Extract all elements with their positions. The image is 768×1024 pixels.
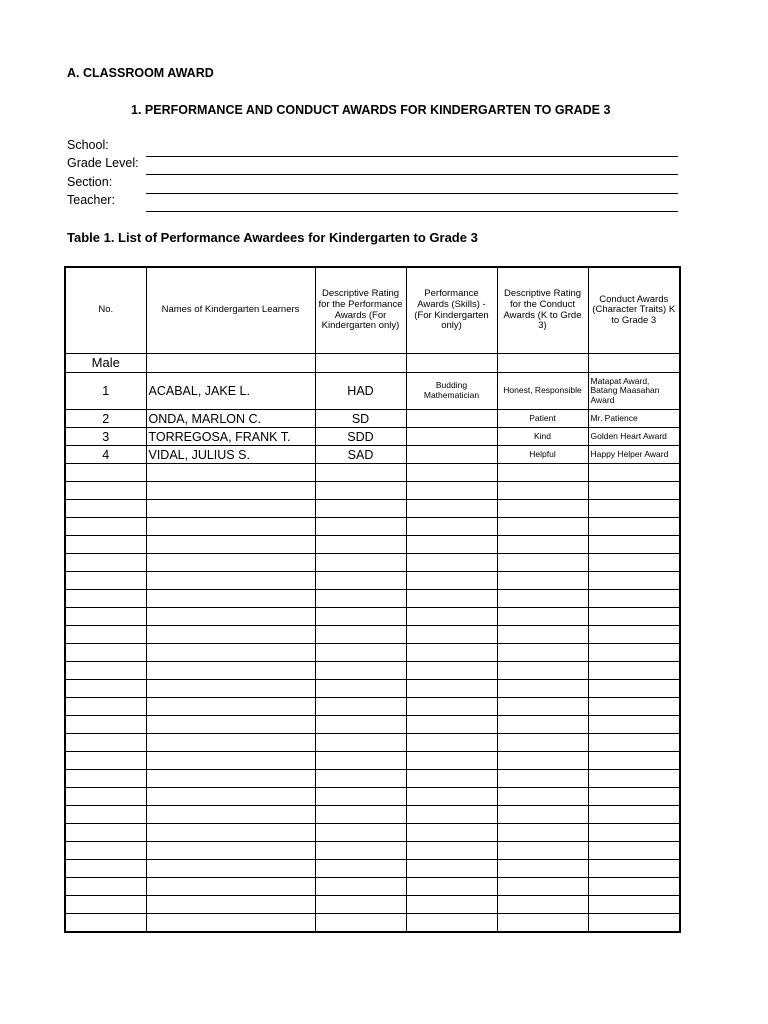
empty-cell[interactable]	[588, 608, 680, 626]
empty-cell[interactable]	[406, 698, 497, 716]
table-cell	[588, 354, 680, 373]
col-header-performance-awards: Performance Awards (Skills) - (For Kindergarten only)	[406, 267, 497, 354]
empty-cell[interactable]	[146, 680, 315, 698]
empty-table-row	[65, 662, 680, 680]
empty-cell[interactable]	[406, 878, 497, 896]
empty-cell[interactable]	[497, 770, 588, 788]
empty-cell[interactable]	[497, 788, 588, 806]
empty-cell[interactable]	[65, 878, 146, 896]
empty-table-row	[65, 860, 680, 878]
empty-cell[interactable]	[315, 536, 406, 554]
empty-cell[interactable]	[146, 536, 315, 554]
empty-cell[interactable]	[497, 734, 588, 752]
empty-cell[interactable]	[315, 896, 406, 914]
school-label: School:	[67, 138, 109, 152]
empty-cell[interactable]	[315, 716, 406, 734]
empty-cell[interactable]	[588, 734, 680, 752]
performance-rating: SD	[315, 410, 406, 428]
empty-cell[interactable]	[497, 914, 588, 933]
empty-cell[interactable]	[406, 518, 497, 536]
empty-cell[interactable]	[588, 662, 680, 680]
empty-table-row	[65, 716, 680, 734]
empty-cell[interactable]	[65, 482, 146, 500]
performance-award	[406, 410, 497, 428]
col-header-names: Names of Kindergarten Learners	[146, 267, 315, 354]
empty-cell[interactable]	[65, 500, 146, 518]
empty-table-row	[65, 896, 680, 914]
performance-award: Budding Mathematician	[406, 373, 497, 410]
empty-cell[interactable]	[65, 860, 146, 878]
table-cell	[497, 354, 588, 373]
empty-cell[interactable]	[146, 860, 315, 878]
empty-cell[interactable]	[588, 752, 680, 770]
empty-cell[interactable]	[406, 716, 497, 734]
empty-cell[interactable]	[588, 914, 680, 933]
empty-cell[interactable]	[65, 464, 146, 482]
empty-cell[interactable]	[315, 590, 406, 608]
empty-cell[interactable]	[497, 536, 588, 554]
empty-cell[interactable]	[65, 698, 146, 716]
empty-table-row	[65, 464, 680, 482]
empty-cell[interactable]	[588, 644, 680, 662]
empty-cell[interactable]	[497, 860, 588, 878]
empty-cell[interactable]	[588, 554, 680, 572]
conduct-award: Matapat Award, Batang Maasahan Award	[588, 373, 680, 410]
empty-cell[interactable]	[406, 554, 497, 572]
empty-cell[interactable]	[146, 878, 315, 896]
conduct-rating: Kind	[497, 428, 588, 446]
section-label: Section:	[67, 175, 113, 189]
school-line[interactable]	[146, 156, 678, 157]
grade-level-label: Grade Level:	[67, 156, 139, 170]
empty-cell[interactable]	[588, 536, 680, 554]
empty-cell[interactable]	[315, 572, 406, 590]
empty-cell[interactable]	[406, 626, 497, 644]
empty-table-row	[65, 680, 680, 698]
empty-cell[interactable]	[588, 482, 680, 500]
empty-table-row	[65, 734, 680, 752]
table-cell	[146, 354, 315, 373]
empty-table-row	[65, 824, 680, 842]
empty-cell[interactable]	[146, 626, 315, 644]
empty-cell[interactable]	[65, 770, 146, 788]
empty-cell[interactable]	[406, 608, 497, 626]
empty-cell[interactable]	[315, 734, 406, 752]
empty-cell[interactable]	[406, 896, 497, 914]
empty-cell[interactable]	[406, 788, 497, 806]
empty-cell[interactable]	[497, 644, 588, 662]
empty-cell[interactable]	[406, 770, 497, 788]
empty-table-row	[65, 608, 680, 626]
empty-cell[interactable]	[146, 554, 315, 572]
empty-cell[interactable]	[588, 788, 680, 806]
empty-cell[interactable]	[406, 464, 497, 482]
empty-cell[interactable]	[65, 914, 146, 933]
table-caption: Table 1. List of Performance Awardees for Kindergarten to Grade 3	[67, 230, 478, 245]
empty-cell[interactable]	[406, 662, 497, 680]
empty-cell[interactable]	[65, 734, 146, 752]
empty-cell[interactable]	[65, 518, 146, 536]
empty-table-row	[65, 806, 680, 824]
empty-cell[interactable]	[588, 500, 680, 518]
empty-cell[interactable]	[588, 770, 680, 788]
empty-table-row	[65, 914, 680, 933]
row-number: 1	[65, 373, 146, 410]
learner-name: VIDAL, JULIUS S.	[146, 446, 315, 464]
empty-cell[interactable]	[497, 752, 588, 770]
empty-cell[interactable]	[497, 698, 588, 716]
table-cell	[315, 354, 406, 373]
group-label: Male	[65, 354, 146, 373]
empty-cell[interactable]	[146, 806, 315, 824]
empty-table-row	[65, 554, 680, 572]
empty-cell[interactable]	[406, 824, 497, 842]
empty-cell[interactable]	[315, 860, 406, 878]
empty-cell[interactable]	[65, 554, 146, 572]
teacher-label: Teacher:	[67, 193, 115, 207]
empty-cell[interactable]	[406, 752, 497, 770]
empty-cell[interactable]	[406, 806, 497, 824]
empty-cell[interactable]	[588, 572, 680, 590]
table-row	[65, 410, 680, 428]
empty-cell[interactable]	[497, 680, 588, 698]
performance-award	[406, 446, 497, 464]
empty-cell[interactable]	[65, 896, 146, 914]
col-header-conduct-awards: Conduct Awards (Character Traits) K to Grade 3	[588, 267, 680, 354]
empty-cell[interactable]	[406, 644, 497, 662]
empty-cell[interactable]	[497, 824, 588, 842]
empty-cell[interactable]	[65, 752, 146, 770]
empty-cell[interactable]	[588, 896, 680, 914]
empty-cell[interactable]	[146, 464, 315, 482]
empty-cell[interactable]	[146, 482, 315, 500]
empty-cell[interactable]	[497, 482, 588, 500]
empty-cell[interactable]	[315, 662, 406, 680]
empty-cell[interactable]	[315, 680, 406, 698]
empty-cell[interactable]	[146, 644, 315, 662]
grade-level-line[interactable]	[146, 174, 678, 175]
empty-cell[interactable]	[315, 626, 406, 644]
performance-rating: SDD	[315, 428, 406, 446]
empty-cell[interactable]	[146, 590, 315, 608]
empty-cell[interactable]	[315, 752, 406, 770]
empty-cell[interactable]	[406, 500, 497, 518]
empty-cell[interactable]	[588, 824, 680, 842]
empty-cell[interactable]	[146, 914, 315, 933]
empty-cell[interactable]	[146, 788, 315, 806]
empty-cell[interactable]	[315, 698, 406, 716]
empty-cell[interactable]	[588, 842, 680, 860]
empty-cell[interactable]	[146, 770, 315, 788]
empty-cell[interactable]	[146, 572, 315, 590]
empty-cell[interactable]	[65, 572, 146, 590]
empty-cell[interactable]	[146, 608, 315, 626]
empty-cell[interactable]	[588, 680, 680, 698]
learner-name: ONDA, MARLON C.	[146, 410, 315, 428]
empty-cell[interactable]	[315, 518, 406, 536]
table-row	[65, 428, 680, 446]
empty-cell[interactable]	[497, 554, 588, 572]
empty-cell[interactable]	[497, 662, 588, 680]
empty-cell[interactable]	[497, 500, 588, 518]
empty-cell[interactable]	[497, 572, 588, 590]
empty-cell[interactable]	[146, 896, 315, 914]
empty-cell[interactable]	[65, 824, 146, 842]
empty-table-row	[65, 752, 680, 770]
empty-cell[interactable]	[406, 680, 497, 698]
performance-rating: SAD	[315, 446, 406, 464]
empty-cell[interactable]	[315, 878, 406, 896]
empty-table-row	[65, 788, 680, 806]
empty-table-row	[65, 500, 680, 518]
row-number: 2	[65, 410, 146, 428]
empty-cell[interactable]	[65, 644, 146, 662]
empty-cell[interactable]	[406, 842, 497, 860]
empty-table-row	[65, 518, 680, 536]
empty-cell[interactable]	[146, 752, 315, 770]
empty-cell[interactable]	[406, 734, 497, 752]
table-row	[65, 373, 680, 410]
empty-cell[interactable]	[146, 842, 315, 860]
empty-cell[interactable]	[497, 842, 588, 860]
teacher-line[interactable]	[146, 211, 678, 212]
col-header-no: No.	[65, 267, 146, 354]
empty-cell[interactable]	[497, 716, 588, 734]
empty-table-row	[65, 842, 680, 860]
empty-cell[interactable]	[315, 842, 406, 860]
empty-cell[interactable]	[65, 680, 146, 698]
empty-table-row	[65, 698, 680, 716]
empty-cell[interactable]	[497, 464, 588, 482]
empty-cell[interactable]	[588, 716, 680, 734]
empty-cell[interactable]	[406, 572, 497, 590]
empty-cell[interactable]	[315, 482, 406, 500]
learner-name: TORREGOSA, FRANK T.	[146, 428, 315, 446]
group-row-male	[65, 354, 680, 373]
empty-table-row	[65, 536, 680, 554]
empty-cell[interactable]	[65, 536, 146, 554]
section-heading: A. CLASSROOM AWARD	[67, 66, 214, 80]
awards-table	[64, 266, 681, 933]
col-header-performance-rating: Descriptive Rating for the Performance Awards (For Kindergarten only)	[315, 267, 406, 354]
empty-cell[interactable]	[65, 626, 146, 644]
empty-cell[interactable]	[65, 590, 146, 608]
empty-table-row	[65, 770, 680, 788]
table-row	[65, 446, 680, 464]
empty-table-row	[65, 590, 680, 608]
empty-cell[interactable]	[146, 662, 315, 680]
empty-cell[interactable]	[146, 500, 315, 518]
empty-cell[interactable]	[315, 806, 406, 824]
conduct-rating: Honest, Responsible	[497, 373, 588, 410]
empty-cell[interactable]	[406, 914, 497, 933]
empty-cell[interactable]	[146, 734, 315, 752]
row-number: 4	[65, 446, 146, 464]
empty-cell[interactable]	[497, 626, 588, 644]
empty-cell[interactable]	[146, 824, 315, 842]
empty-table-row	[65, 878, 680, 896]
empty-cell[interactable]	[65, 608, 146, 626]
empty-cell[interactable]	[315, 914, 406, 933]
empty-cell[interactable]	[406, 482, 497, 500]
empty-cell[interactable]	[406, 590, 497, 608]
col-header-conduct-rating: Descriptive Rating for the Conduct Awards (K to Grde 3)	[497, 267, 588, 354]
empty-cell[interactable]	[315, 770, 406, 788]
sub-heading: 1. PERFORMANCE AND CONDUCT AWARDS FOR KINDERGARTEN TO GRADE 3	[131, 103, 611, 117]
empty-cell[interactable]	[497, 806, 588, 824]
empty-cell[interactable]	[588, 698, 680, 716]
empty-cell[interactable]	[315, 608, 406, 626]
empty-cell[interactable]	[497, 590, 588, 608]
empty-cell[interactable]	[588, 626, 680, 644]
empty-cell[interactable]	[146, 518, 315, 536]
empty-cell[interactable]	[315, 788, 406, 806]
empty-cell[interactable]	[588, 806, 680, 824]
conduct-rating: Patient	[497, 410, 588, 428]
empty-table-row	[65, 644, 680, 662]
empty-cell[interactable]	[588, 464, 680, 482]
empty-cell[interactable]	[65, 788, 146, 806]
empty-cell[interactable]	[588, 878, 680, 896]
empty-cell[interactable]	[588, 590, 680, 608]
empty-cell[interactable]	[497, 896, 588, 914]
empty-cell[interactable]	[146, 698, 315, 716]
table-header-row	[65, 267, 680, 354]
empty-cell[interactable]	[315, 464, 406, 482]
row-number: 3	[65, 428, 146, 446]
conduct-rating: Helpful	[497, 446, 588, 464]
conduct-award: Happy Helper Award	[588, 446, 680, 464]
empty-cell[interactable]	[65, 806, 146, 824]
empty-cell[interactable]	[497, 518, 588, 536]
empty-cell[interactable]	[65, 662, 146, 680]
empty-cell[interactable]	[315, 500, 406, 518]
conduct-award: Golden Heart Award	[588, 428, 680, 446]
empty-cell[interactable]	[146, 716, 315, 734]
empty-table-row	[65, 482, 680, 500]
empty-cell[interactable]	[406, 860, 497, 878]
empty-cell[interactable]	[315, 644, 406, 662]
performance-rating: HAD	[315, 373, 406, 410]
empty-table-row	[65, 572, 680, 590]
empty-cell[interactable]	[315, 824, 406, 842]
empty-cell[interactable]	[588, 860, 680, 878]
empty-cell[interactable]	[406, 536, 497, 554]
conduct-award: Mr. Patience	[588, 410, 680, 428]
empty-cell[interactable]	[65, 842, 146, 860]
empty-cell[interactable]	[497, 878, 588, 896]
empty-cell[interactable]	[65, 716, 146, 734]
empty-cell[interactable]	[497, 608, 588, 626]
empty-cell[interactable]	[315, 554, 406, 572]
empty-table-row	[65, 626, 680, 644]
empty-cell[interactable]	[588, 518, 680, 536]
section-line[interactable]	[146, 193, 678, 194]
learner-name: ACABAL, JAKE L.	[146, 373, 315, 410]
performance-award	[406, 428, 497, 446]
table-cell	[406, 354, 497, 373]
